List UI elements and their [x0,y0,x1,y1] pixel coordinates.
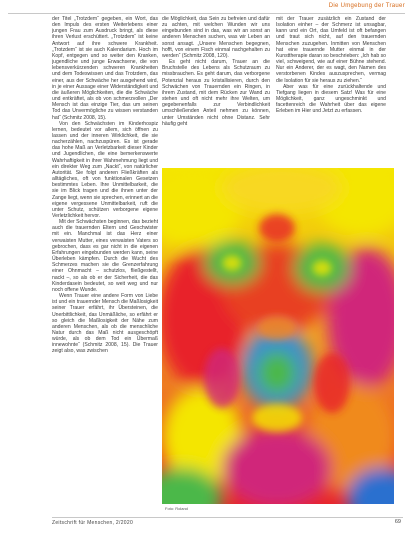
header-rule [8,13,405,14]
paragraph: Es geht nicht darum, Trauer an die Bruchstelle des Lebens als Schutzraum zu missbrauchen. Es geht darum, das verborgene Potenzial heraus zu kristallisieren, durch den Schwächen von Trauernden ein Ringen, in ihrem Zustand, mit dem Rücken zur Wand zu stehen und oft nicht mehr ihre Welten, um gegebenenfalls zur Verbindlichkeit umschließenden Anteil nehmen zu können, unter Umständen nicht ohne Distanz. Sehr häufig geht [162,59,270,127]
paragraph: Aber was für eine zurückhaltende und Tiefgang liegen in diesem Satz! Was für eine Möglichkeit, ganz ungeschminkt und facettenreich die Wahrheit über das eigene Erleben im Hier und Jetzt zu erfassen. [276,83,386,115]
paragraph: Wenn Trauer eine andere Form von Liebe ist und ein trauernder Mensch die Maßlosigkeit seiner Trauer erfährt, ihr Übersteinen, die Unerbittlichkeit, das Unmäßliche, so erfährt er so gleich die Maßlosigkeit der Nähe zum anderen Menschen, als ob die menschliche Natur durch das Maß nicht ausgeschöpft würde, als ob dem Tod ein Übermaß innewohnte“ (Schmitz 2008, 15). Die Trauer zeigt also, was zwischen [52,293,158,355]
paint-blob [312,260,332,276]
running-head: Die Umgebung der Trauer [328,3,405,9]
paint-blob [314,353,350,413]
text-column-2 [162,16,270,176]
text-column-1 [52,16,158,512]
paragraph: mit der Trauer zusätzlich ein Zustand der Isolation einher – der Schmerz ist unsagbar, kann und ein Ort, das Umfeld ist oft befangen und traut sich nicht, auf den trauernden Menschen zuzugehen. Inmitten von Menschen hat eine trauernde Mutter einmal in der Kunsttherapie daran so beschrieben: „Ich hab so viel, schweigend, wie auf einer Bühne stehend. Nur ein Anderer, der es wagt, den Namen des verstorbenen Kindes auszusprechen, vermag die Isolation für sie heraus zu ziehen.“ [276,16,386,84]
paint-blob [257,351,297,395]
image-caption: Foto: Roland [165,506,188,511]
paragraph: der Titel „Trotzdem“ gegeben, ein Wort, das den Impuls des ersten Weiterlebens einer jungen Frau zum Ausdruck bringt, als diese ihren Verlust erschüttert. „Trotzdem“ ist keine Antwort auf ihre schwere Krankheit. „Trotzdem“ ist sie auch Kalendarium. Hoch im Kopf, entgegen und so weiter den Kranken, jugendliche und junge Erwachsene, die von lebensverkürzenden schweren Krankheiten und dem Todeswissen und das Trotzdem, das einer, aus der Schwäche her ausgehend wird, in je einer Aussage einer Widerständigkeit und die äußeren Möglichkeiten, die die Schwäche und entkräftet, als ob von schmerzvollen „Der Mensch ist das einzige Tier, das um seinen Tod das Unvermögliche zu wissen verstanden hat“ (Schmitz 2008, 15). [52,16,158,121]
paint-blob [252,404,302,432]
text-column-3 [276,16,386,178]
paint-blob [204,348,240,408]
header-bar [0,0,413,14]
paint-blob [222,255,242,271]
paint-blob [257,316,297,340]
paragraph: Von den Schwächsten im Kinderhospiz lernen, bedeutet vor allem, sich öffnen zu lassen und der inneren Wirklichkeit, die sie nacherzählen, nachzuspüren. Es ist gerade das hohe Maß an Verletzbarkeit dieser Kinder und Jugendlichen, die eine bemerkenswerte Wahrhaftigkeit in ihrer Wahrnehmung liegt und ein direkter Weg zum „Nackt“, von natürlicher Autorität. Sie folgt anderen Fließkräften als alltägliches, oft von funktionalen Gesetzen bestimmtes Leben. Ihre Unmittelbarkeit, die sie im Blick tragen und die ihnen unter der Zange liegt, wenn sie sprechen, erinnert an die eigene vergessene Unmittelbarkeit, ruft die unter Schutz, schützen verborgene eigene Verletzlichkeit hervor. [52,120,158,219]
page-number: 69 [394,519,401,525]
artwork-svg [162,168,394,504]
journal-footer: Zeitschrift für Menschen, 2/2020 [52,520,134,526]
watercolor-artwork [162,168,394,504]
paragraph: die Möglichkeit, das Sein zu befreien und dafür zu achten, mit welchen Wunden wir uns eingebunden sind in das, was wir an sonst an anderen Menschen suchen, was wir Leben an sonst ansagt. „Unsere Menschen begegnen, hofft, von einem Fisch einmal nachgehalten zu werden“ (Schmitz 2008, 120). [162,16,270,59]
paragraph: Mit der Schwächsten beginnen, das bezieht auch die trauernden Eltern und Geschwister mit ein. Manchmal ist das Herz einer verwaisten Mutter, eines verwaisten Vaters so gebrochen, dass es gar nicht in die eigenen Erfahrungen eingebunden werden kann, seine Überleben kämpfen. Durch die Wucht des Schmerzes machen sie die Grenzerfahrung einer Ohnmacht – schutzlos, fließgestellt, nackt –, so als ob er der Sicherheit, die das Kinderdasein bedeutet, so weit weg und nur noch offene Wunde. [52,219,158,293]
footer-rule [52,517,403,518]
paint-blob [259,214,295,242]
